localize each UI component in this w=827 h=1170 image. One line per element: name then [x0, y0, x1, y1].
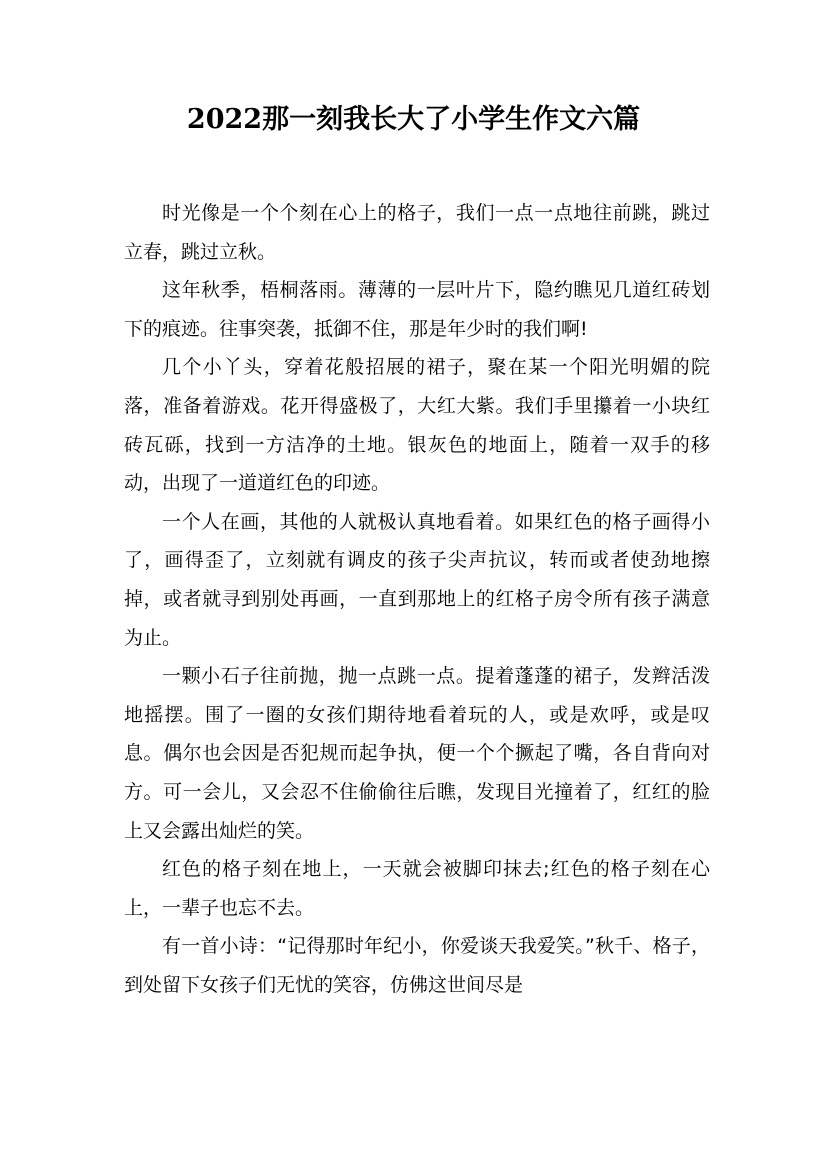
document-body	[124, 194, 710, 1004]
paragraph: 几个小丫头，穿着花般招展的裙子，聚在某一个阳光明媚的院落，准备着游戏。花开得盛极了，大红大紫。我们手里攥着一小块红砖瓦砾，找到一方洁净的土地。银灰色的地面上，随着一双手的移动，出现了一道道红色的印迹。	[124, 356, 710, 495]
paragraph: 这年秋季，梧桐落雨。薄薄的一层叶片下，隐约瞧见几道红砖划下的痕迹。往事突袭，抵御不住，那是年少时的我们啊!	[124, 279, 710, 340]
document-title: 2022那一刻我长大了小学生作文六篇	[186, 104, 641, 135]
paragraph: 一个人在画，其他的人就极认真地看着。如果红色的格子画得小了，画得歪了，立刻就有调皮的孩子尖声抗议，转而或者使劲地擦掉，或者就寻到别处再画，一直到那地上的红格子房令所有孩子满意为止。	[124, 510, 710, 649]
paragraph: 红色的格子刻在地上，一天就会被脚印抹去;红色的格子刻在心上，一辈子也忘不去。	[124, 858, 710, 919]
paragraph: 时光像是一个个刻在心上的格子，我们一点一点地往前跳，跳过立春，跳过立秋。	[124, 202, 710, 263]
paragraph: 有一首小诗：“记得那时年纪小，你爱谈天我爱笑。”秋千、格子，到处留下女孩子们无忧的笑容，仿佛这世间尽是	[124, 935, 710, 996]
paragraph: 一颗小石子往前抛，抛一点跳一点。提着蓬蓬的裙子，发辫活泼地摇摆。围了一圈的女孩们期待地看着玩的人，或是欢呼，或是叹息。偶尔也会因是否犯规而起争执，便一个个撅起了嘴，各自背向对方。可一会儿，又会忍不住偷偷往后瞧，发现目光撞着了，红红的脸上又会露出灿烂的笑。	[124, 665, 710, 842]
